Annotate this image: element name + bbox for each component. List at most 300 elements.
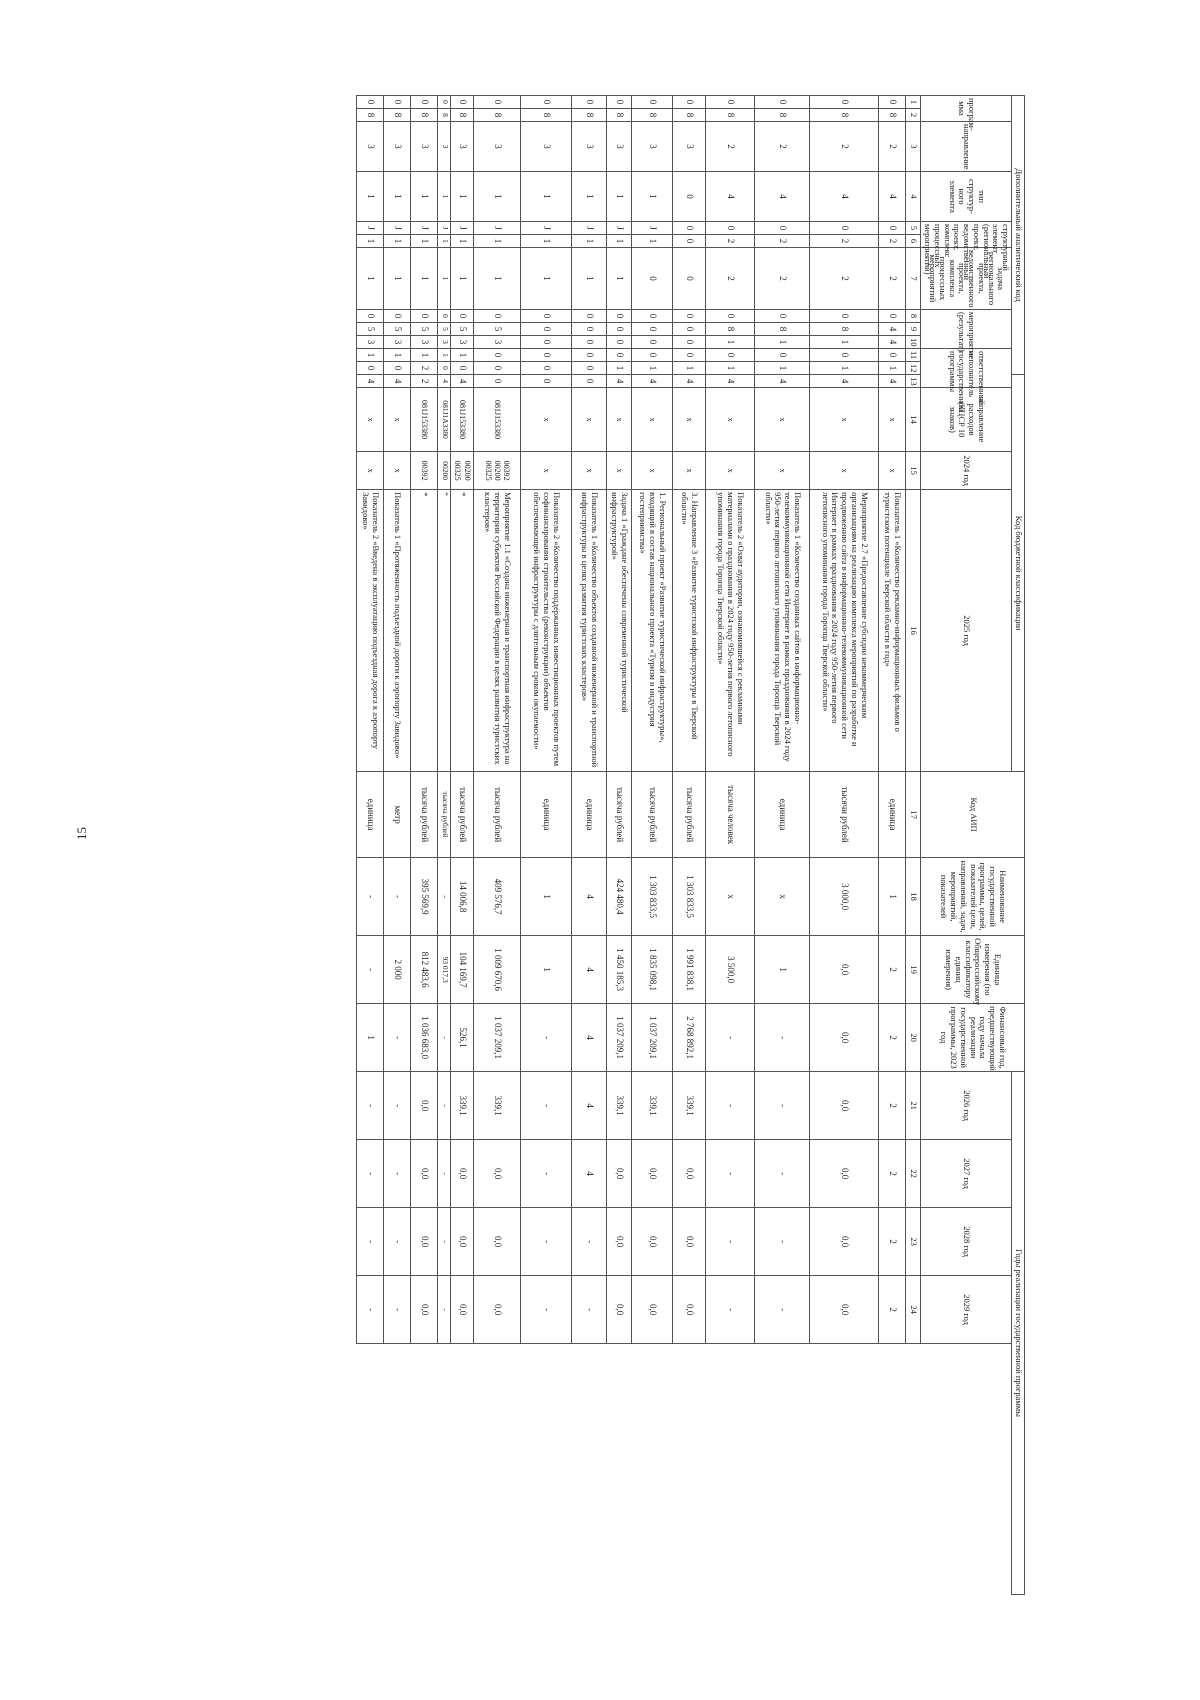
cell-event: 0 <box>521 310 572 323</box>
header-year-2026: 2026 год <box>921 1072 1012 1140</box>
cell-struct: 0 <box>673 235 706 248</box>
col-num: 19 <box>906 936 921 1004</box>
cell-2029: - <box>438 1276 451 1344</box>
cell-type: 0 <box>673 172 706 222</box>
cell-2026: 339,1 <box>474 1072 521 1140</box>
cell-base: 395 569,9 <box>411 858 438 936</box>
cell-type: 1 <box>632 172 673 222</box>
cell-event: 1 <box>810 336 879 349</box>
cell-name: * <box>438 490 451 772</box>
col-num: 3 <box>906 122 921 172</box>
cell-2026: - <box>521 1072 572 1140</box>
header-aip: Код АИП <box>921 772 1025 858</box>
cell-name: Показатель 2 «Количество поддержанных инвестиционных проектов путем софинансирования строительства (реконструкции) объектов обеспечивающей инфраструктуры с длительным сроком окупаемости» <box>521 490 572 772</box>
col-num: 17 <box>906 772 921 858</box>
cell-expense: x <box>755 388 810 452</box>
cell-aip: x <box>572 452 607 490</box>
cell-2026: 339,1 <box>451 1072 474 1140</box>
cell-2025: - <box>706 1004 755 1072</box>
cell-base: - <box>384 858 411 936</box>
cell-aip: 00200 00325 <box>451 452 474 490</box>
cell-unit: единица <box>357 772 384 858</box>
col-num: 12 <box>906 362 921 375</box>
cell-program: 8 <box>706 109 755 122</box>
cell-2029: - <box>521 1276 572 1344</box>
cell-program: 8 <box>438 109 451 122</box>
cell-struct: 1 <box>357 235 384 248</box>
cell-2027: - <box>755 1140 810 1208</box>
cell-program: 8 <box>879 109 906 122</box>
cell-executor: 0 <box>879 349 906 362</box>
cell-2025: - <box>755 1004 810 1072</box>
cell-executor: 1 <box>879 362 906 375</box>
cell-task: 2 <box>755 248 810 310</box>
cell-executor: 1 <box>438 349 451 362</box>
cell-aip: x <box>357 452 384 490</box>
col-num: 21 <box>906 1072 921 1140</box>
cell-executor: 4 <box>706 375 755 388</box>
cell-unit: единица <box>879 772 906 858</box>
cell-executor: 1 <box>632 362 673 375</box>
cell-base: 1 303 833,5 <box>673 858 706 936</box>
table-row <box>706 96 755 1595</box>
cell-2025: 1 037 209,1 <box>632 1004 673 1072</box>
cell-2027: - <box>357 1140 384 1208</box>
header-additional-code: Дополнительный аналитический код <box>1012 96 1025 375</box>
cell-2029: - <box>357 1276 384 1344</box>
cell-base: 4 <box>572 858 607 936</box>
cell-2027: 0,0 <box>607 1140 632 1208</box>
cell-2024: 1 835 098,1 <box>632 936 673 1004</box>
cell-direction: 3 <box>451 122 474 172</box>
cell-direction: 3 <box>384 122 411 172</box>
col-num: 2 <box>906 109 921 122</box>
cell-2025: 526,1 <box>451 1004 474 1072</box>
cell-aip: 00392 <box>411 452 438 490</box>
cell-event: 0 <box>632 323 673 336</box>
cell-expense: x <box>673 388 706 452</box>
cell-2028: 0,0 <box>607 1208 632 1276</box>
cell-struct: J <box>607 222 632 235</box>
cell-event: 4 <box>879 323 906 336</box>
cell-executor: 0 <box>706 349 755 362</box>
cell-2024: 1 450 185,3 <box>607 936 632 1004</box>
cell-2027: 0,0 <box>411 1140 438 1208</box>
cell-executor: 2 <box>411 362 438 375</box>
header-event: мероприятие (результат) <box>921 310 1012 349</box>
cell-unit: единица <box>521 772 572 858</box>
col-num: 24 <box>906 1276 921 1344</box>
cell-event: 5 <box>438 323 451 336</box>
cell-direction: 2 <box>879 122 906 172</box>
table-row <box>474 96 521 1595</box>
cell-base: 1 <box>879 858 906 936</box>
table-row <box>755 96 810 1595</box>
table-row <box>879 96 906 1595</box>
cell-struct: 2 <box>706 235 755 248</box>
cell-name: 1. Региональный проект «Развитие туристической инфраструктуры», входящий в состав национального проекта «Туризм и индустрия гостеприимства» <box>632 490 673 772</box>
cell-event: 3 <box>474 336 521 349</box>
cell-2025: - <box>521 1004 572 1072</box>
cell-executor: 4 <box>357 375 384 388</box>
cell-event: 0 <box>607 323 632 336</box>
cell-executor: 4 <box>438 375 451 388</box>
cell-program: 0 <box>572 96 607 109</box>
cell-direction: 3 <box>357 122 384 172</box>
cell-expense: x <box>572 388 607 452</box>
col-num: 15 <box>906 452 921 490</box>
cell-executor: 4 <box>384 375 411 388</box>
cell-2027: 0,0 <box>632 1140 673 1208</box>
cell-task: 0 <box>673 248 706 310</box>
cell-2026: 339,1 <box>607 1072 632 1140</box>
cell-event: 0 <box>411 310 438 323</box>
cell-aip: x <box>673 452 706 490</box>
cell-executor: 1 <box>810 362 879 375</box>
header-program: програм-мма <box>921 96 1012 122</box>
cell-struct: 2 <box>755 235 810 248</box>
cell-type: 1 <box>411 172 438 222</box>
cell-program: 0 <box>451 96 474 109</box>
cell-2028: 0,0 <box>810 1208 879 1276</box>
cell-2028: - <box>572 1208 607 1276</box>
cell-name: Показатель 2 «Охват аудитории, ознакомившейся с рекламными материалами о праздновании в 2024 году 950-летия первого летописного упоминания города Торопца Тверской области» <box>706 490 755 772</box>
cell-2024: 1 <box>521 936 572 1004</box>
cell-aip: x <box>607 452 632 490</box>
cell-program: 8 <box>521 109 572 122</box>
cell-aip: 00200 <box>438 452 451 490</box>
cell-type: 1 <box>572 172 607 222</box>
cell-2029: - <box>572 1276 607 1344</box>
cell-struct: 1 <box>411 235 438 248</box>
cell-event: 0 <box>438 310 451 323</box>
col-num: 18 <box>906 858 921 936</box>
cell-name: Показатель 1 «Количество объектов созданной инженерной и транспортной инфраструктуры в целях развития туристских кластеров» <box>572 490 607 772</box>
cell-executor: 1 <box>706 362 755 375</box>
cell-2024: 2 000 <box>384 936 411 1004</box>
cell-2026: 0,0 <box>411 1072 438 1140</box>
cell-2026: 0,0 <box>810 1072 879 1140</box>
cell-executor: 0 <box>384 362 411 375</box>
cell-executor: 1 <box>755 362 810 375</box>
cell-event: 8 <box>755 323 810 336</box>
cell-program: 8 <box>755 109 810 122</box>
cell-task: 1 <box>384 248 411 310</box>
cell-2025: 2 768 892,1 <box>673 1004 706 1072</box>
cell-2028: 0,0 <box>451 1208 474 1276</box>
cell-event: 5 <box>411 323 438 336</box>
cell-program: 8 <box>607 109 632 122</box>
cell-event: 0 <box>755 310 810 323</box>
cell-event: 3 <box>357 336 384 349</box>
cell-unit: тысяча рублей <box>474 772 521 858</box>
cell-executor: 0 <box>521 349 572 362</box>
cell-2029: 0,0 <box>411 1276 438 1344</box>
cell-direction: 3 <box>521 122 572 172</box>
cell-executor: 4 <box>607 375 632 388</box>
cell-name: 3. Направление 3 «Развитие туристской инфраструктуры в Тверской области» <box>673 490 706 772</box>
header-year-2024: 2024 год <box>921 452 1012 490</box>
cell-unit: тысяча человек <box>706 772 755 858</box>
cell-2026: 339,1 <box>632 1072 673 1140</box>
cell-expense: x <box>632 388 673 452</box>
cell-struct: J <box>474 222 521 235</box>
cell-expense: 081J153380 <box>451 388 474 452</box>
header-type: тип структур-ного элемента <box>921 172 1012 222</box>
col-num: 23 <box>906 1208 921 1276</box>
cell-task: 1 <box>607 248 632 310</box>
cell-executor: 0 <box>438 362 451 375</box>
col-num: 14 <box>906 388 921 452</box>
cell-unit: метр <box>384 772 411 858</box>
cell-struct: 1 <box>572 235 607 248</box>
cell-event: 0 <box>357 310 384 323</box>
cell-2024: 3 500,0 <box>706 936 755 1004</box>
cell-expense: x <box>384 388 411 452</box>
cell-2029: - <box>755 1276 810 1344</box>
cell-event: 5 <box>357 323 384 336</box>
cell-event: 0 <box>474 310 521 323</box>
cell-aip: x <box>384 452 411 490</box>
rotated-table-canvas <box>170 95 1025 1595</box>
cell-executor: 1 <box>411 349 438 362</box>
cell-direction: 2 <box>755 122 810 172</box>
cell-2028: 0,0 <box>474 1208 521 1276</box>
cell-aip: 00392 00200 00325 <box>474 452 521 490</box>
table-row <box>810 96 879 1595</box>
cell-aip: x <box>810 452 879 490</box>
cell-direction: 3 <box>474 122 521 172</box>
cell-2027: 0,0 <box>810 1140 879 1208</box>
cell-direction: 2 <box>706 122 755 172</box>
cell-base: 14 006,8 <box>451 858 474 936</box>
col-num: 8 <box>906 310 921 323</box>
cell-2027: 4 <box>572 1140 607 1208</box>
cell-direction: 3 <box>607 122 632 172</box>
cell-unit: тысяча рублей <box>451 772 474 858</box>
cell-executor: 0 <box>474 349 521 362</box>
cell-name: * <box>411 490 438 772</box>
cell-2024: 93 017,3 <box>438 936 451 1004</box>
cell-type: 1 <box>384 172 411 222</box>
cell-struct: 1 <box>632 235 673 248</box>
cell-unit: единица <box>572 772 607 858</box>
cell-executor: 1 <box>384 349 411 362</box>
cell-2024: 812 483,6 <box>411 936 438 1004</box>
cell-2026: - <box>755 1072 810 1140</box>
cell-2026: 2 <box>879 1072 906 1140</box>
cell-program: 0 <box>810 96 879 109</box>
cell-program: 8 <box>357 109 384 122</box>
cell-executor: 1 <box>451 349 474 362</box>
cell-aip: x <box>632 452 673 490</box>
cell-program: 8 <box>572 109 607 122</box>
cell-2025: - <box>438 1004 451 1072</box>
cell-program: 0 <box>673 96 706 109</box>
cell-event: 5 <box>384 323 411 336</box>
cell-executor: 0 <box>572 362 607 375</box>
cell-type: 1 <box>607 172 632 222</box>
cell-type: 4 <box>755 172 810 222</box>
cell-task: 1 <box>521 248 572 310</box>
cell-event: 0 <box>607 336 632 349</box>
cell-task: 1 <box>357 248 384 310</box>
cell-event: 0 <box>384 310 411 323</box>
cell-event: 0 <box>521 323 572 336</box>
cell-2028: - <box>384 1208 411 1276</box>
cell-2024: 2 <box>879 936 906 1004</box>
cell-base: - <box>357 858 384 936</box>
cell-aip: x <box>706 452 755 490</box>
cell-2024: 1 <box>755 936 810 1004</box>
cell-executor: 0 <box>474 362 521 375</box>
cell-task: 1 <box>451 248 474 310</box>
cell-type: 1 <box>357 172 384 222</box>
cell-struct: 1 <box>474 235 521 248</box>
cell-struct: J <box>357 222 384 235</box>
cell-2025: 0,0 <box>810 1004 879 1072</box>
col-num: 13 <box>906 375 921 388</box>
cell-2027: 0,0 <box>474 1140 521 1208</box>
cell-2025: - <box>384 1004 411 1072</box>
cell-name: Показатель 1 «Протяженность подъездной дороги к аэропорту Завидово» <box>384 490 411 772</box>
cell-event: 3 <box>438 336 451 349</box>
cell-executor: 0 <box>521 362 572 375</box>
cell-direction: 3 <box>673 122 706 172</box>
cell-program: 0 <box>357 96 384 109</box>
cell-event: 0 <box>572 323 607 336</box>
cell-base: 409 576,7 <box>474 858 521 936</box>
cell-aip: x <box>879 452 906 490</box>
cell-executor: 4 <box>451 375 474 388</box>
cell-2029: 0,0 <box>474 1276 521 1344</box>
cell-name: Мероприятие 1.1 «Создана инженерная и транспортная инфраструктура на территории субъектов Российской Федерации в целях развития туристских кластеров» <box>474 490 521 772</box>
cell-struct: J <box>384 222 411 235</box>
col-num: 11 <box>906 349 921 362</box>
table-row <box>384 96 411 1595</box>
cell-task: 2 <box>879 248 906 310</box>
cell-executor: 2 <box>411 375 438 388</box>
cell-task: 2 <box>810 248 879 310</box>
cell-expense: x <box>810 388 879 452</box>
cell-executor: 0 <box>474 375 521 388</box>
table-row <box>607 96 632 1595</box>
cell-executor: 1 <box>673 362 706 375</box>
cell-struct: 0 <box>879 222 906 235</box>
cell-base: 424 480,4 <box>607 858 632 936</box>
cell-2028: 0,0 <box>632 1208 673 1276</box>
col-num: 22 <box>906 1140 921 1208</box>
cell-2027: - <box>438 1140 451 1208</box>
cell-event: 1 <box>755 336 810 349</box>
cell-2028: 0,0 <box>411 1208 438 1276</box>
header-task: задача регионального проекта, ведомственного проекта, комплекса процессных мероприятий <box>921 248 1012 310</box>
col-num: 5 <box>906 222 921 235</box>
cell-struct: J <box>438 222 451 235</box>
cell-expense: 081J1A3380 <box>438 388 451 452</box>
cell-struct: J <box>572 222 607 235</box>
cell-2025: 4 <box>572 1004 607 1072</box>
cell-task: 2 <box>706 248 755 310</box>
header-years-group: Годы реализации государственной программы <box>1012 1072 1025 1595</box>
cell-2026: 4 <box>572 1072 607 1140</box>
cell-executor: 0 <box>572 349 607 362</box>
cell-type: 1 <box>474 172 521 222</box>
cell-2026: - <box>384 1072 411 1140</box>
cell-2029: 0,0 <box>451 1276 474 1344</box>
cell-event: 0 <box>607 310 632 323</box>
cell-2024: - <box>357 936 384 1004</box>
header-year-2029: 2029 год <box>921 1276 1012 1344</box>
cell-executor: 0 <box>607 349 632 362</box>
cell-struct: 1 <box>451 235 474 248</box>
col-num: 10 <box>906 336 921 349</box>
cell-2025: 1 037 209,1 <box>474 1004 521 1072</box>
cell-2028: 2 <box>879 1208 906 1276</box>
cell-struct: J <box>451 222 474 235</box>
cell-program: 0 <box>607 96 632 109</box>
cell-event: 0 <box>673 310 706 323</box>
cell-struct: 1 <box>438 235 451 248</box>
cell-program: 0 <box>879 96 906 109</box>
cell-executor: 0 <box>451 362 474 375</box>
cell-name: Показатель 2 «Введена в эксплуатацию подъездная дорога к аэропорту Завидово» <box>357 490 384 772</box>
cell-direction: 3 <box>632 122 673 172</box>
cell-event: 0 <box>706 310 755 323</box>
cell-executor: 4 <box>879 375 906 388</box>
cell-event: 0 <box>632 310 673 323</box>
cell-2029: 0,0 <box>632 1276 673 1344</box>
cell-name: Мероприятие 2.7 «Предоставление субсидии некоммерческим организациям на реализацию комплекса мероприятий по разработке и продвижению сайта в информационно-телекоммуникационной сети Интернет в рамках празднования в 2024 году 950-летия первого летописного упоминания города Торопца Тверской области» <box>810 490 879 772</box>
cell-direction: 3 <box>411 122 438 172</box>
cell-executor: 4 <box>810 375 879 388</box>
cell-task: 1 <box>438 248 451 310</box>
table-row <box>572 96 607 1595</box>
cell-program: 8 <box>411 109 438 122</box>
cell-task: 1 <box>411 248 438 310</box>
cell-unit: единица <box>755 772 810 858</box>
cell-2025: 1 037 209,1 <box>607 1004 632 1072</box>
column-numbers-row <box>906 96 921 1595</box>
cell-unit: тысяча рублей <box>411 772 438 858</box>
cell-2028: 0,0 <box>673 1208 706 1276</box>
cell-executor: 1 <box>357 349 384 362</box>
cell-event: 1 <box>706 336 755 349</box>
cell-program: 0 <box>438 96 451 109</box>
col-num: 7 <box>906 248 921 310</box>
cell-2029: 0,0 <box>810 1276 879 1344</box>
cell-2027: - <box>706 1140 755 1208</box>
cell-2025: 2 <box>879 1004 906 1072</box>
cell-2026: - <box>357 1072 384 1140</box>
cell-type: 1 <box>451 172 474 222</box>
cell-executor: 0 <box>357 362 384 375</box>
header-budget-code: Код бюджетной классификации <box>1012 375 1025 772</box>
cell-event: 3 <box>411 336 438 349</box>
cell-2024: 1 991 838,1 <box>673 936 706 1004</box>
cell-struct: 2 <box>810 235 879 248</box>
header-name: Наименование государственной программы, целей, показателей цели, направлений, задач, мероприятий, показателей <box>921 858 1025 936</box>
col-num: 6 <box>906 235 921 248</box>
cell-executor: 0 <box>810 349 879 362</box>
header-direction: направление <box>921 122 1012 172</box>
col-num: 9 <box>906 323 921 336</box>
cell-2028: - <box>357 1208 384 1276</box>
cell-task: 0 <box>632 248 673 310</box>
table-row <box>673 96 706 1595</box>
col-num: 1 <box>906 96 921 109</box>
cell-2028: - <box>521 1208 572 1276</box>
